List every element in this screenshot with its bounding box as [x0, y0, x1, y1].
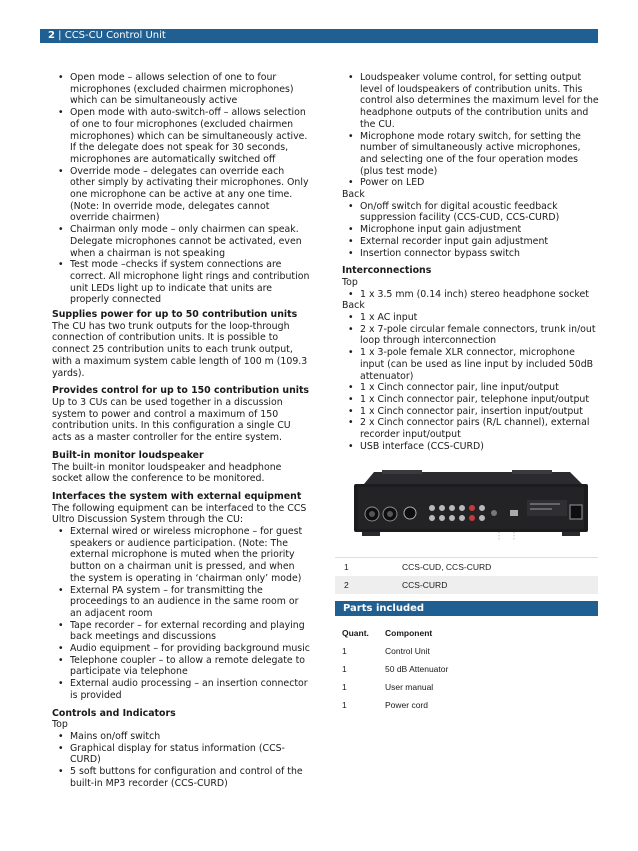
- right-column: [342, 72, 600, 453]
- left-column: [52, 72, 310, 789]
- label-ic-top: Top: [342, 276, 358, 288]
- header-title: CCS-CU Control Unit: [64, 30, 166, 41]
- page-header: [40, 29, 598, 43]
- list-item: • Graphical display for status information (CCS-CURD): [52, 743, 310, 766]
- heading-power: Supplies power for up to 50 contribution units: [52, 309, 298, 321]
- component-cell: Power cord: [385, 700, 428, 710]
- quant-cell: 1: [342, 646, 347, 656]
- list-item: • Override mode – delegates can override each other simply by activating their microphones. Only one microphone can be active at any one time. (Note: In override mode, delegates cannot override chairmen): [52, 166, 310, 225]
- list-item: • 1 x Cinch connector pair, insertion input/output: [342, 406, 600, 418]
- ic-back-list: [342, 312, 600, 452]
- list-item: • On/off switch for digital acoustic feedback suppression facility (CCS-CUD, CCS-CURD): [342, 201, 600, 224]
- top-controls-list: [52, 731, 310, 790]
- list-item: • 1 x Cinch connector pair, telephone input/output: [342, 394, 600, 406]
- paragraph-control: Up to 3 CUs can be used together in a discussion system to power and control a maximum of 150 contribution units. In this configuration a single CU acts as a master controller for the entire system.: [52, 396, 291, 444]
- interfaces-list: [52, 526, 310, 702]
- list-item: • 2 x 7-pole circular female connectors, trunk in/out loop through interconnection: [342, 324, 600, 347]
- list-item: • Chairman only mode – only chairmen can speak. Delegate microphones cannot be activated, even when a chairman is not speaking: [52, 224, 310, 259]
- heading-control: Provides control for up to 150 contribution units: [52, 385, 310, 397]
- list-item: • 2 x Cinch connector pairs (R/L channel), external recorder input/output: [342, 417, 600, 440]
- label-ic-back: Back: [342, 300, 365, 312]
- legend-number: 2: [344, 580, 349, 590]
- list-item: • USB interface (CCS-CURD): [342, 441, 600, 453]
- list-item: • External recorder input gain adjustment: [342, 236, 600, 248]
- list-item: • Loudspeaker volume control, for setting output level of loudspeakers of contribution units. This control also determines the maximum level for the headphone outputs of the contribution units and the CU.: [342, 72, 600, 131]
- heading-controls: Controls and Indicators: [52, 707, 176, 719]
- list-item: • 1 x 3-pole female XLR connector, microphone input (can be used as line input by included 50dB attenuator): [342, 347, 600, 382]
- heading-monitor: Built-in monitor loudspeaker: [52, 449, 204, 461]
- list-item: • Telephone coupler – to allow a remote delegate to participate via telephone: [52, 655, 310, 678]
- legend-text: CCS-CUD, CCS-CURD: [402, 562, 492, 572]
- list-item: • Power on LED: [342, 177, 600, 189]
- list-item: • 1 x AC input: [342, 312, 600, 324]
- top-controls-cont-list: [342, 72, 600, 189]
- list-item: • External PA system – for transmitting the proceedings to an audience in the same room or an adjacent room: [52, 585, 310, 620]
- list-item: • External wired or wireless microphone – for guest speakers or audience participation. (Note: The external microphone is muted when the priority button on a chairman unit is pressed, and when the system is operating in ‘chairman only’ mode): [52, 526, 310, 585]
- list-item: • 5 soft buttons for configuration and control of the built-in MP3 recorder (CCS-CURD): [52, 766, 310, 789]
- paragraph-power: The CU has two trunk outputs for the loop-through connection of contribution units. It is possible to connect 25 contribution units to each trunk output, with a maximum system cable length of 100 m (109.3 yards).: [52, 320, 308, 379]
- component-cell: Control Unit: [385, 646, 430, 656]
- list-item: • Audio equipment – for providing background music: [52, 643, 310, 655]
- quant-cell: 1: [342, 682, 347, 692]
- label-top: Top: [52, 719, 68, 731]
- col-component: Component: [385, 628, 433, 638]
- component-cell: User manual: [385, 682, 434, 692]
- paragraph-monitor: The built-in monitor loudspeaker and headphone socket allow the conference to be monitored.: [52, 461, 282, 485]
- paragraph-interfaces: The following equipment can be interfaced to the CCS Ultro Discussion System through the CU:: [52, 502, 307, 526]
- component-cell: 50 dB Attenuator: [385, 664, 449, 674]
- page-number: 2: [48, 30, 55, 41]
- list-item: • External audio processing – an insertion connector is provided: [52, 678, 310, 701]
- list-item: • Mains on/off switch: [52, 731, 310, 743]
- modes-list: [52, 72, 310, 306]
- parts-included-header: [335, 601, 598, 616]
- list-item: • Test mode –checks if system connections are correct. All microphone light rings and contribution unit LEDs light up to indicate that units are properly connected: [52, 259, 310, 306]
- header-separator: |: [58, 30, 62, 41]
- list-item: • 1 x Cinch connector pair, line input/output: [342, 382, 600, 394]
- quant-cell: 1: [342, 700, 347, 710]
- parts-included-title: Parts included: [343, 603, 425, 614]
- list-item: • Insertion connector bypass switch: [342, 248, 600, 260]
- list-item: • Open mode with auto-switch-off – allows selection of one to four microphones (excluded chairmen microphones) which can be simultaneously active. If the delegate does not speak for 30 seconds, microphones are automatically switched off: [52, 107, 310, 166]
- legend-row: [335, 557, 598, 576]
- legend-number: 1: [344, 562, 349, 572]
- legend-row: [335, 576, 598, 594]
- back-controls-list: [342, 201, 600, 260]
- heading-interfaces: Interfaces the system with external equipment: [52, 490, 302, 502]
- legend-text: CCS-CURD: [402, 580, 448, 590]
- list-item: • Microphone input gain adjustment: [342, 224, 600, 236]
- list-item: • Microphone mode rotary switch, for setting the number of simultaneously active microphones, and selecting one of the four operation modes (plus test mode): [342, 131, 600, 178]
- ic-top-list: [342, 289, 600, 301]
- list-item: • Tape recorder – for external recording and playing back meetings and discussions: [52, 620, 310, 643]
- heading-interconnections: Interconnections: [342, 265, 432, 277]
- list-item: • Open mode – allows selection of one to four microphones (excluded chairmen microphones) which can be simultaneously active: [52, 72, 310, 107]
- quant-cell: 1: [342, 664, 347, 674]
- list-item: • 1 x 3.5 mm (0.14 inch) stereo headphone socket: [342, 289, 600, 301]
- device-rear-panel-image: [352, 470, 592, 544]
- label-back: Back: [342, 189, 365, 201]
- col-quant: Quant.: [342, 628, 369, 638]
